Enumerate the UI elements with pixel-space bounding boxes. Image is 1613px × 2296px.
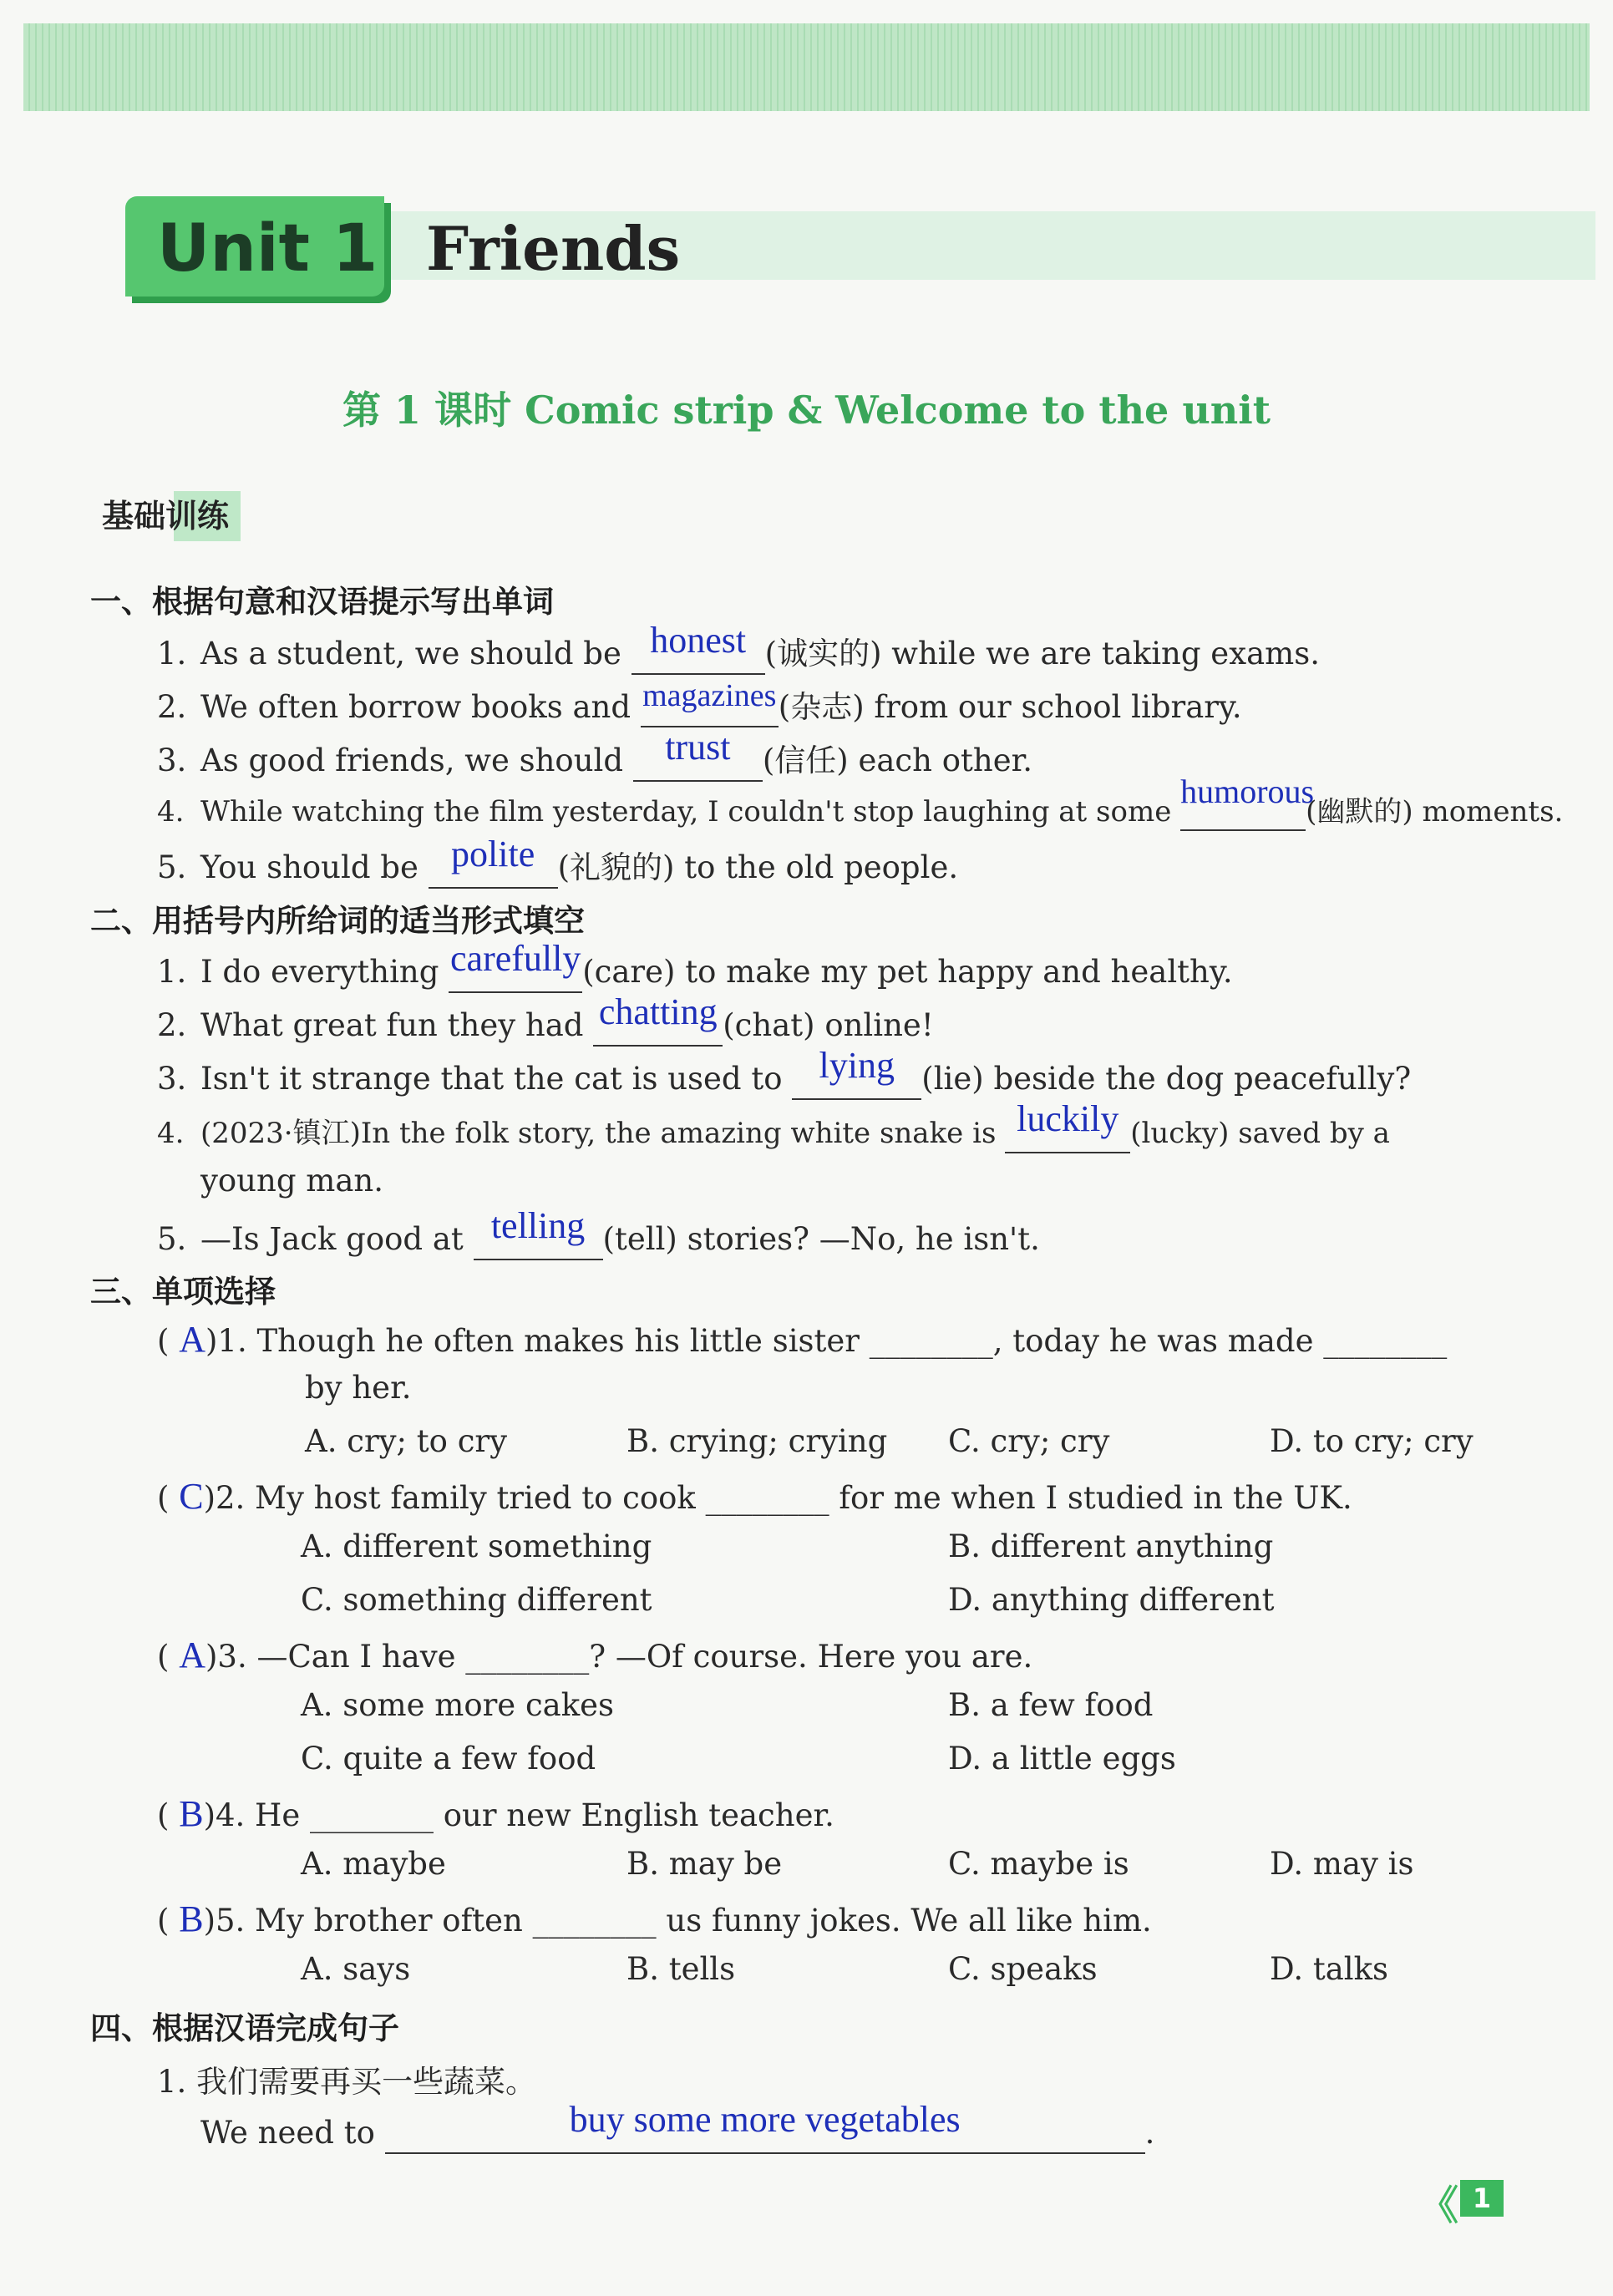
- part2-item-5: [157, 1205, 1040, 1260]
- choice-answer[interactable]: A: [179, 1635, 205, 1675]
- item-text: (杂志) from our school library.: [778, 689, 1242, 725]
- item-text: (lucky) saved by a: [1130, 1117, 1390, 1150]
- part4-heading: 四、根据汉语完成句子: [90, 2010, 399, 2046]
- item-number: 1.: [157, 636, 187, 672]
- section-tag: 基础训练: [90, 491, 241, 541]
- answer-blank[interactable]: [641, 678, 779, 727]
- answer-blank[interactable]: [1180, 773, 1315, 831]
- item-text: (care) to make my pet happy and healthy.: [582, 954, 1233, 990]
- answer-blank[interactable]: [632, 620, 765, 675]
- item-text: I do everything: [200, 954, 449, 990]
- item-number: 2.: [157, 689, 187, 725]
- choice-question-2: ( C)2. My host family tried to cook ________ for me when I studied in the UK.: [157, 1476, 1352, 1517]
- lesson-title: 第 1 课时 Comic strip & Welcome to the unit: [342, 388, 1271, 433]
- unit-badge-text: Unit 1: [157, 211, 378, 286]
- option-c[interactable]: C. maybe is: [948, 1846, 1129, 1882]
- option-d[interactable]: D. to cry; cry: [1270, 1423, 1474, 1459]
- answer-blank[interactable]: [792, 1045, 921, 1100]
- question-text: )4. He ________ our new English teacher.: [203, 1797, 834, 1833]
- choice-question-4: ( B)4. He ________ our new English teacher.: [157, 1793, 834, 1834]
- item-text: .: [1144, 2115, 1155, 2151]
- choice-answer[interactable]: A: [179, 1319, 205, 1360]
- choice-answer[interactable]: B: [179, 1898, 204, 1939]
- option-a[interactable]: A. says: [301, 1951, 411, 1987]
- part2-heading: 二、用括号内所给词的适当形式填空: [90, 903, 585, 939]
- answer-blank[interactable]: [449, 938, 582, 993]
- option-a[interactable]: A. cry; to cry: [305, 1423, 507, 1459]
- answer-text: magazines: [642, 678, 777, 713]
- answer-text: chatting: [598, 991, 718, 1032]
- answer-text: humorous: [1180, 773, 1315, 810]
- page-chevron-icon: 《: [1418, 2182, 1459, 2229]
- option-d[interactable]: D. may is: [1270, 1846, 1414, 1882]
- answer-blank[interactable]: [429, 834, 558, 889]
- option-c[interactable]: C. speaks: [948, 1951, 1098, 1987]
- option-b[interactable]: B. may be: [626, 1846, 783, 1882]
- option-a[interactable]: A. some more cakes: [301, 1687, 615, 1723]
- part1-item-1: [157, 620, 1320, 675]
- item-text: You should be: [200, 849, 429, 885]
- answer-blank[interactable]: [385, 2099, 1145, 2154]
- option-c[interactable]: C. quite a few food: [301, 1741, 596, 1776]
- choice-answer[interactable]: C: [179, 1476, 204, 1517]
- item-text: Isn't it strange that the cat is used to: [200, 1061, 793, 1097]
- answer-blank[interactable]: [1005, 1098, 1130, 1153]
- option-b[interactable]: B. a few food: [948, 1687, 1154, 1723]
- answer-blank[interactable]: [474, 1205, 603, 1260]
- item-text: While watching the film yesterday, I couldn't stop laughing at some: [200, 795, 1181, 829]
- answer-text: trust: [665, 727, 731, 768]
- question-text: )5. My brother often ________ us funny jokes. We all like him.: [203, 1903, 1152, 1939]
- item-number: 4.: [157, 1117, 185, 1150]
- page-number: 1: [1460, 2180, 1504, 2217]
- part1-item-2: [157, 678, 1242, 727]
- part1-item-4: [157, 773, 1564, 831]
- option-b[interactable]: B. tells: [626, 1951, 736, 1987]
- part3-heading: 三、单项选择: [90, 1274, 276, 1310]
- answer-text: luckily: [1017, 1098, 1119, 1139]
- item-text: (2023·镇江)In the folk story, the amazing white snake is: [200, 1117, 1006, 1150]
- option-a[interactable]: A. different something: [301, 1528, 652, 1564]
- item-number: 5.: [157, 1221, 187, 1257]
- answer-blank[interactable]: [593, 991, 723, 1047]
- question-text: )2. My host family tried to cook ________ for me when I studied in the UK.: [203, 1480, 1352, 1516]
- item-text: (chat) online!: [723, 1007, 934, 1043]
- item-text: As good friends, we should: [200, 743, 633, 778]
- part1-heading: 一、根据句意和汉语提示写出单词: [90, 584, 554, 620]
- question-continuation: by her.: [305, 1370, 412, 1406]
- choice-question-1: ( A)1. Though he often makes his little sister ________, today he was made ________: [157, 1319, 1448, 1360]
- item-text: We need to: [200, 2115, 385, 2151]
- item-text: (lie) beside the dog peacefully?: [921, 1061, 1412, 1097]
- part1-item-3: [157, 727, 1032, 782]
- unit-header: [125, 196, 1462, 305]
- question-text: )1. Though he often makes his little sister ________, today he was made ________: [205, 1323, 1448, 1359]
- part4-item-1-chinese: 1. 我们需要再买一些蔬菜。: [157, 2064, 537, 2100]
- option-d[interactable]: D. talks: [1270, 1951, 1389, 1987]
- item-number: 3.: [157, 1061, 187, 1097]
- answer-text: lying: [819, 1045, 895, 1086]
- part4-item-1: [200, 2099, 1155, 2154]
- item-text: What great fun they had: [200, 1007, 594, 1043]
- item-number: 2.: [157, 1007, 187, 1043]
- answer-text: honest: [650, 620, 747, 661]
- answer-blank[interactable]: [633, 727, 763, 782]
- item-text: (信任) each other.: [762, 743, 1032, 778]
- part2-item-4: [157, 1098, 1390, 1153]
- top-decorative-band: [23, 23, 1590, 111]
- item-text: (tell) stories? —No, he isn't.: [602, 1221, 1040, 1257]
- part2-item-4-continuation: young man.: [200, 1163, 384, 1199]
- choice-question-5: ( B)5. My brother often ________ us funny jokes. We all like him.: [157, 1898, 1152, 1939]
- item-number: 4.: [157, 795, 185, 829]
- item-text: As a student, we should be: [200, 636, 632, 672]
- item-number: 1.: [157, 954, 187, 990]
- item-text: We often borrow books and: [200, 689, 641, 725]
- option-b[interactable]: B. different anything: [948, 1528, 1274, 1564]
- option-d[interactable]: D. a little eggs: [948, 1741, 1176, 1776]
- option-a[interactable]: A. maybe: [301, 1846, 446, 1882]
- question-text: )3. —Can I have ________? —Of course. Here you are.: [205, 1639, 1033, 1675]
- part2-item-2: [157, 991, 934, 1047]
- answer-text: buy some more vegetables: [569, 2099, 961, 2140]
- item-number: 5.: [157, 849, 187, 885]
- item-number: 3.: [157, 743, 187, 778]
- part2-item-1: [157, 938, 1233, 993]
- item-text: (礼貌的) to the old people.: [557, 849, 959, 885]
- answer-text: telling: [490, 1205, 586, 1246]
- choice-answer[interactable]: B: [179, 1793, 204, 1834]
- answer-text: carefully: [450, 938, 581, 979]
- part2-item-3: [157, 1045, 1412, 1100]
- item-text: (诚实的) while we are taking exams.: [764, 636, 1320, 672]
- option-b[interactable]: B. crying; crying: [626, 1423, 888, 1459]
- item-text: (幽默的) moments.: [1306, 795, 1564, 829]
- part1-item-5: [157, 834, 959, 889]
- unit-title: Friends: [426, 213, 681, 284]
- item-text: —Is Jack good at: [200, 1221, 474, 1257]
- option-c[interactable]: C. cry; cry: [948, 1423, 1110, 1459]
- answer-text: polite: [451, 834, 535, 874]
- option-d[interactable]: D. anything different: [948, 1582, 1275, 1618]
- option-c[interactable]: C. something different: [301, 1582, 652, 1618]
- choice-question-3: ( A)3. —Can I have ________? —Of course. Here you are.: [157, 1635, 1033, 1675]
